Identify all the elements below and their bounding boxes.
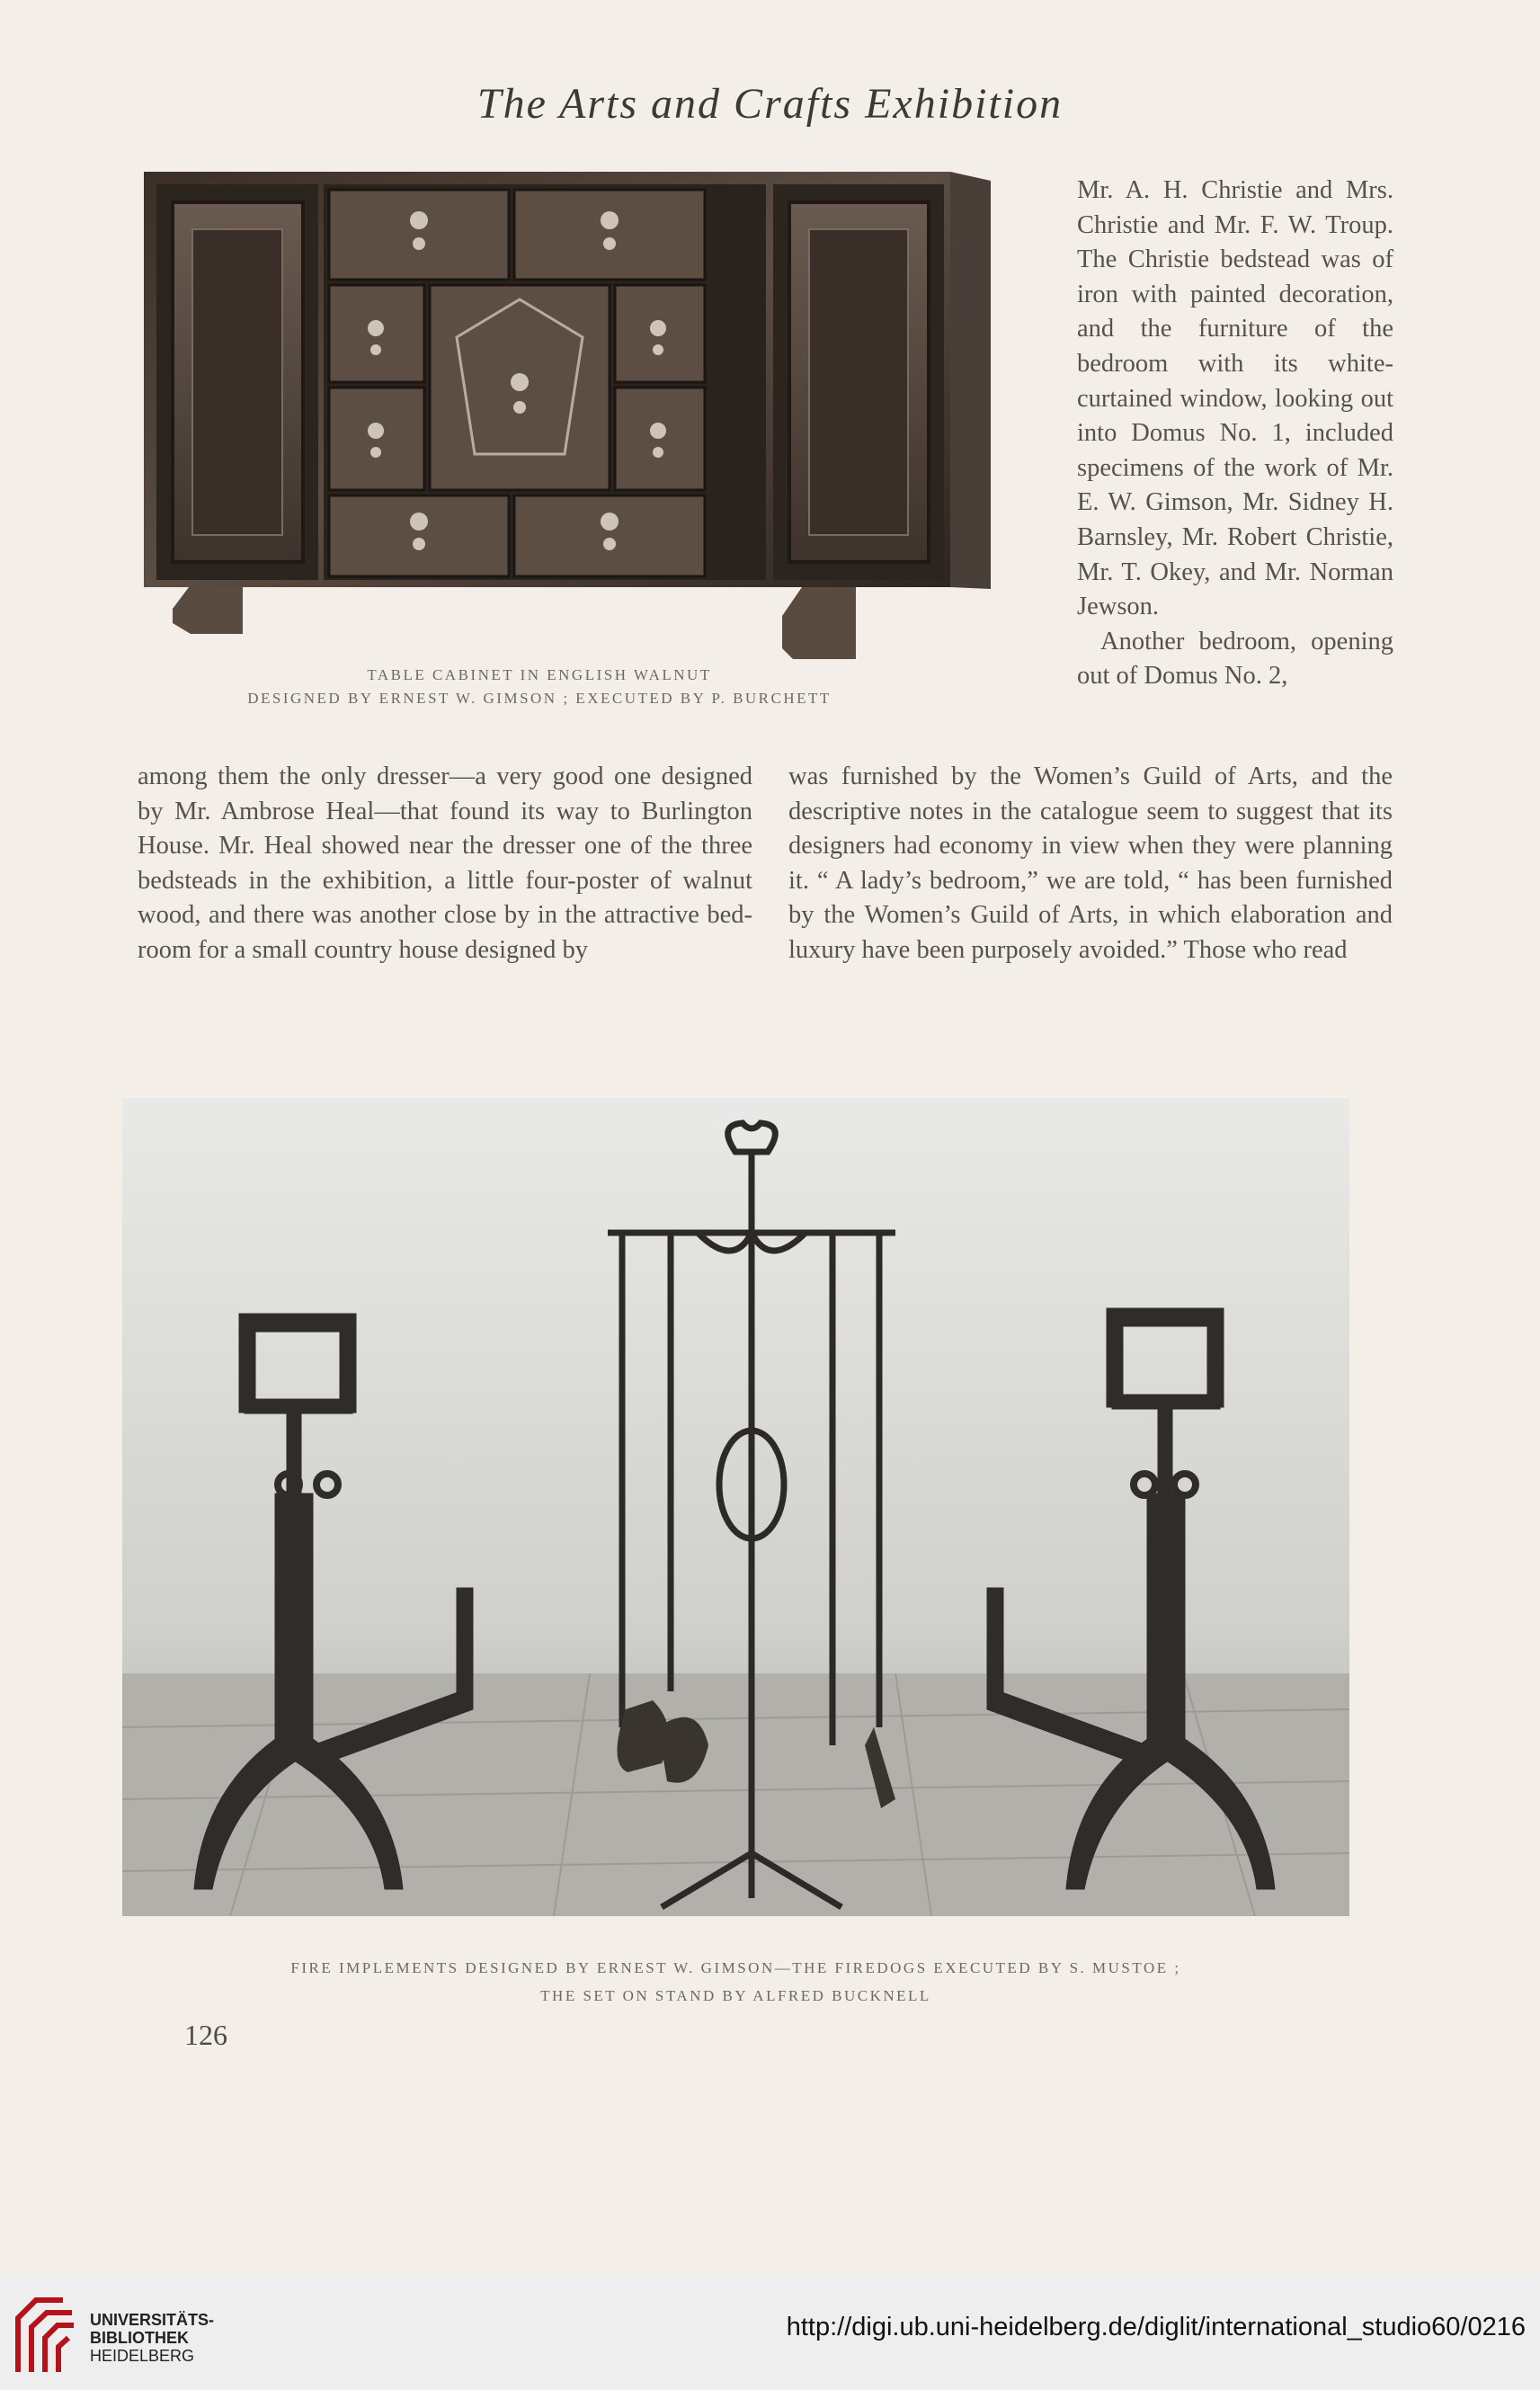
library-name-line1: UNIVERSITÄTS-: [90, 2311, 215, 2329]
cabinet-caption-line1: TABLE CABINET IN ENGLISH WALNUT: [367, 666, 712, 683]
library-name-line2: BIBLIOTHEK: [90, 2329, 189, 2347]
fire-caption-line2: THE SET ON STAND BY ALFRED BUCKNELL: [540, 1987, 931, 2004]
fire-implements-photo: [122, 1098, 1349, 1916]
fire-caption-line1: FIRE IMPLEMENTS DESIGNED BY ERNEST W. GIMSON—THE FIREDOGS EXECUTED BY S. MUSTOE ;: [290, 1959, 1181, 1976]
right-column-para2: Another bedroom, opening out of Domus No. 2,: [1077, 627, 1393, 691]
right-column-para1: Mr. A. H. Christie and Mrs. Christie and Mr. F. W. Troup. The Christie bedstead was of iron with painted decoration, and the furniture of the bedroom with its white-curtained window, looking out into Domus No. 1, included specimens of the work of Mr. E. W. Gimson, Mr. Sidney H. Barnsley, Mr. Robert Christie, Mr. T. Okey, and Mr. Norman Jewson.: [1077, 176, 1393, 621]
middle-column-text: was furnished by the Women’s Guild of Arts, and the descriptive notes in the catalogue seem to suggest that its designers had economy in view when they were planning it. “ A lady’s bedroom,” we are told, “ has been furnished by the Women’s Guild of Arts, in which elaboration and luxury have been purposely avoided.” Those who read: [788, 762, 1393, 964]
fire-implements-caption: [122, 1954, 1349, 2010]
footer-bar: [0, 2275, 1540, 2390]
cabinet-photo: [137, 166, 995, 670]
cabinet-caption: [135, 664, 944, 710]
library-logo-icon: [9, 2291, 81, 2381]
page-number: 126: [184, 2019, 227, 2051]
library-name: [90, 2311, 214, 2365]
library-name-line3: HEIDELBERG: [90, 2347, 195, 2365]
right-column-text: [1077, 174, 1393, 694]
cabinet-caption-line2: DESIGNED BY ERNEST W. GIMSON ; EXECUTED BY P. BURCHETT: [247, 690, 832, 707]
running-head: The Arts and Crafts Exhibition: [476, 80, 1064, 128]
source-url[interactable]: http://digi.ub.uni-heidelberg.de/diglit/international_studio60/0216: [786, 2313, 1526, 2341]
left-column-text: among them the only dresser—a very good one designed by Mr. Ambrose Heal—that found its way to Burlington House. Mr. Heal showed near the dresser one of the three bedsteads in the exhibition, a little four-poster of walnut wood, and there was another close by in the attractive bed-room for a small country house designed by: [138, 762, 752, 964]
